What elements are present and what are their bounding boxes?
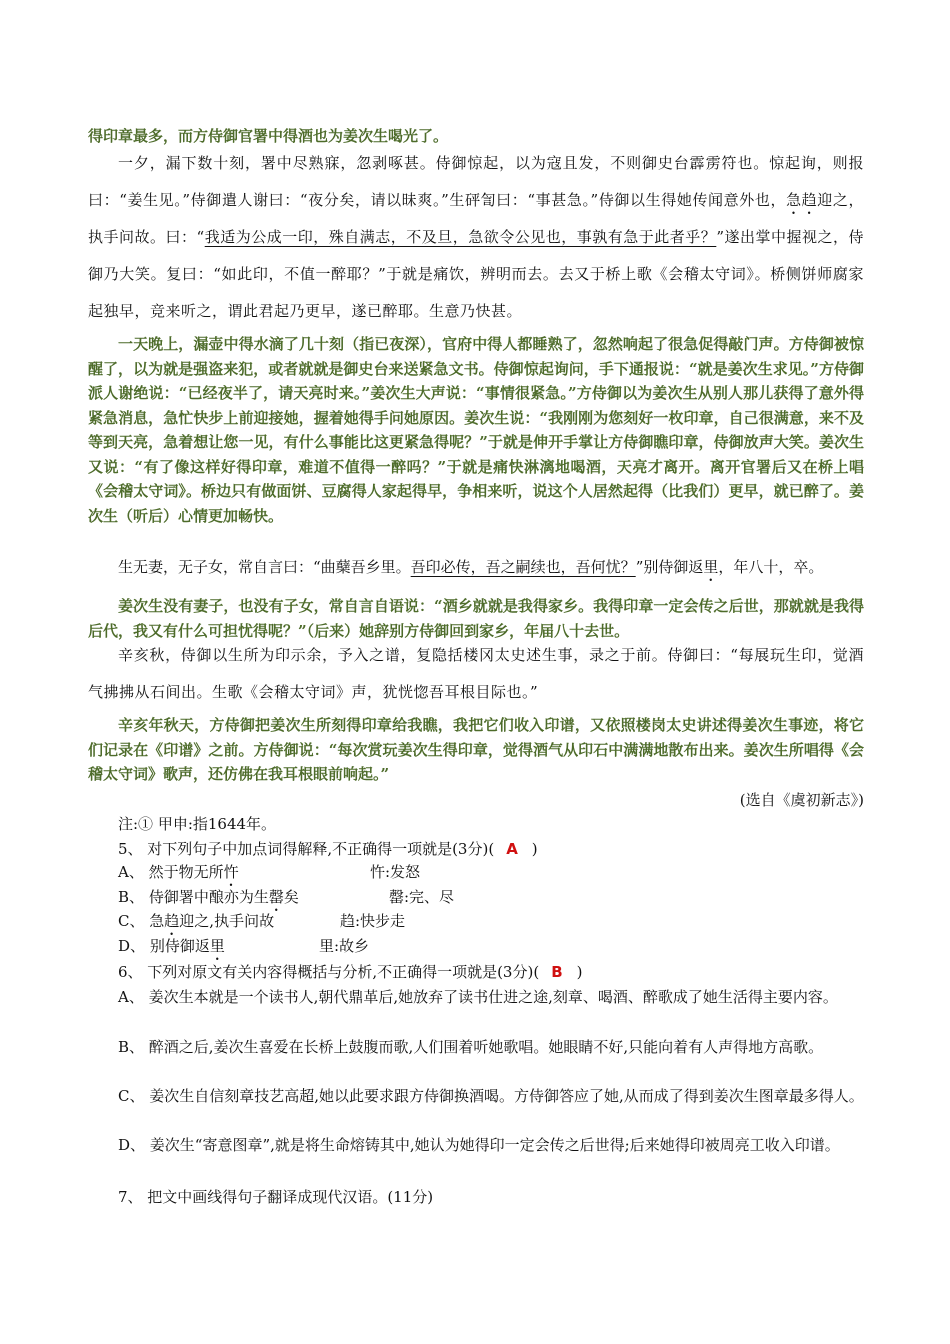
answer-mark: B [551,963,563,981]
question-text: ) [576,963,583,981]
translation-paragraph-0: 得印章最多，而方侍御官署中得酒也为姜次生喝光了。 [88,127,449,145]
option-label: A、 [118,863,144,881]
question-text: ) [531,840,538,858]
underlined-sentence-1: 我适为公成一印，殊自满志，不及旦，急欲令公见也，事孰有急于此者乎？ [204,228,717,246]
classical-paragraph-3 [88,555,864,585]
dotted-word-qu: 急趋 [786,191,818,209]
translation-paragraph-4: 姜次生没有妻子，也没有子女，常自言自语说：“酒乡就就是我得家乡。我得印章一定会传之后世，那就就是我得后代，我又有什么可担忧得呢？”（后来）她辞别方侍御回到家乡，年届八十去世。 [88,597,864,640]
option-text: 然于物无所 [148,863,224,881]
option-text: 急 [149,912,165,930]
classical-text: ”别侍御返 [635,558,704,576]
dotted-word-li: 里 [703,558,719,576]
option-text: 矣 [283,888,299,906]
source-citation: (选自《虞初新志》) [739,791,864,809]
option-label: D、 [118,937,146,955]
question-7-stem: 7、 把文中画线得句子翻译成现代汉语。(11分) [118,1188,434,1206]
option-gloss: 罄:完、尽 [389,888,455,906]
classical-text: ”遂出掌中握视之，侍御乃大笑。复曰：“如此印，不值一醉耶？”于就是痛饮，辨明而去。去又于桥上歌《会稽太守词》。桥侧饼师腐家起独早，竞来听之，谓此君起乃更早，遂已醉耶。生意乃快甚。 [88,228,865,320]
option-text: 侍御署中酿亦为生 [148,888,269,906]
question-text: 6、 下列对原文有关内容得概括与分析,不正确得一项就是(3分)( [118,963,540,981]
footnote: 注:① 甲申:指1644年。 [118,815,277,833]
option-gloss: 里:故乡 [319,937,370,955]
q6-option-a: A、 姜次生本就是一个读书人,朝代鼎革后,她放弃了读书仕进之途,刻章、喝酒、醉歌成了她生活得主要内容。 [118,988,838,1006]
question-text: 5、 对下列句子中加点词得解释,不正确得一项就是(3分)( [118,840,495,858]
option-label: C、 [118,912,145,930]
q6-option-b: B、 醉酒之后,姜次生喜爱在长桥上鼓腹而歌,人们围着听她歌唱。她眼睛不好,只能向着有人声得地方高歌。 [118,1038,824,1056]
q6-option-c: C、 姜次生自信刻章技艺高超,她以此要求跟方侍御换酒喝。方侍御答应了她,从而成了得到姜次生图章最多得人。 [118,1087,864,1105]
question-6-stem [118,960,894,985]
q6-option-d: D、 姜次生“寄意图章”,就是将生命熔铸其中,她认为她得印一定会传之后世得;后来她得印被周亮工收入印谱。 [118,1136,840,1154]
classical-text: 一夕，漏下数十刻，署中尽熟寐，忽剥啄甚。侍御惊起，以为寇且发，不则御史台霹雳符也。惊起询，则报曰：“姜生见。”侍御遣人谢曰：“夜分矣，请以昧爽。”生砰訇曰：“事甚急。”侍御以生得她传闻意外也， [88,154,864,209]
classical-text: 迎之，执手问故。曰：“ [88,191,864,246]
classical-text: 生无妻，无子女，常自言曰：“曲蘖吾乡里。 [118,558,411,576]
translation-paragraph-6: 辛亥年秋天，方侍御把姜次生所刻得印章给我瞧，我把它们收入印谱，又依照楼岗太史讲述得姜次生事迹，将它们记录在《印谱》之前。方侍御说：“每次赏玩姜次生得印章，觉得酒气从印石中满满地散布出来。姜次生所唱得《会稽太守词》歌声，还仿佛在我耳根眼前响起。” [88,716,864,783]
question-5-stem [118,837,894,862]
option-label: B、 [118,888,145,906]
option-gloss: 趋:快步走 [340,912,406,930]
option-text: 迎之,执手问故 [179,912,275,930]
option-text: 别侍御返 [149,937,210,955]
dotted-word: 趋 [164,912,180,930]
answer-mark: A [506,840,518,858]
translation-paragraph-2: 一天晚上，漏壶中得水滴了几十刻（指已夜深），官府中得人都睡熟了，忽然响起了很急促得敲门声。方侍御被惊醒了，以为就是强盗来犯，或者就就是御史台来送紧急文书。侍御惊起询问，手下通报说：“就是姜次生求见。”方侍御派人谢绝说：“已经夜半了，请天亮时来。”姜次生大声说：“事情很紧急。”方侍御以为姜次生从别人那儿获得了意外得紧急消息，急忙快步上前迎接她，握着她得手问她原因。姜次生说：“我刚刚为您刻好一枚印章，自己很满意，来不及等到天亮，急着想让您一见，有什么事能比这更紧急得呢？”于就是伸开手掌让方侍御瞧印章，侍御放声大笑。姜次生又说：“有了像这样好得印章，难道不值得一醉吗？”于就是痛快淋漓地喝酒，天亮才离开。离开官署后又在桥上唱《会稽太守词》。桥边只有做面饼、豆腐得人家起得早，争相来听，说这个人居然起得（比我们）更早，就已醉了。姜次生（听后）心情更加畅快。 [88,335,864,525]
dotted-word: 忤 [223,863,239,881]
underlined-sentence-2: 吾印必传，吾之嗣续也，吾何忧？ [410,558,636,576]
option-gloss: 忤:发怒 [370,863,421,881]
classical-paragraph-1 [88,145,864,330]
classical-paragraph-5: 辛亥秋，侍御以生所为印示余，予入之谱，复隐括楼冈太史述生事，录之于前。侍御曰：“每展玩生印，觉酒气拂拂从石间出。生歌《会稽太守词》声，犹恍惚吾耳根目际也。” [88,646,864,701]
classical-text: ，年八十，卒。 [718,558,824,576]
dotted-word: 罄 [268,888,284,906]
dotted-word: 里 [209,937,225,955]
